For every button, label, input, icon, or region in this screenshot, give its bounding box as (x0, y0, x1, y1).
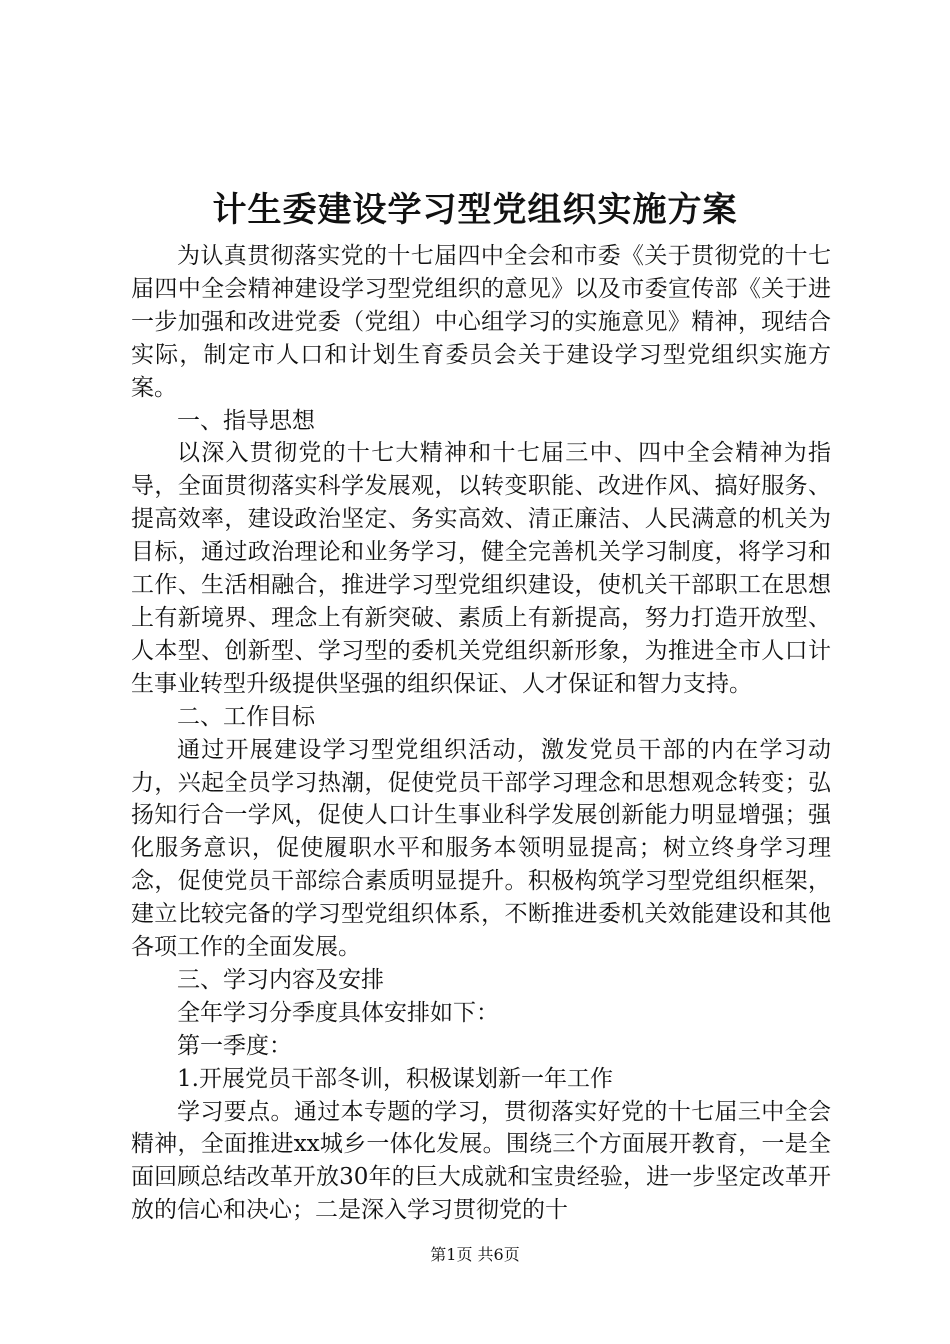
page-footer: 第1页 共6页 (430, 1245, 520, 1264)
paragraph-work-goals: 通过开展建设学习型党组织活动，激发党员干部的内在学习动力，兴起全员学习热潮，促使党员干部学习理念和思想观念转变；弘扬知行合一学风，促使人口计生事业科学发展创新能力明显增强；强化服务意识，促使履职水平和服务本领明显提高；树立终身学习理念，促使党员干部综合素质明显提升。积极构筑学习型党组织框架，建立比较完备的学习型党组织体系，不断推进委机关效能建设和其他各项工作的全面发展。 (131, 736, 831, 961)
paragraph-intro: 为认真贯彻落实党的十七届四中全会和市委《关于贯彻党的十七届四中全会精神建设学习型党组织的意见》以及市委宣传部《关于进一步加强和改进党委（党组）中心组学习的实施意见》精神，现结合实际，制定市人口和计划生育委员会关于建设学习型党组织实施方案。 (131, 243, 831, 401)
section-heading-work-goals: 二、工作目标 (177, 703, 315, 730)
section-heading-study-content: 三、学习内容及安排 (177, 966, 384, 993)
paragraph-item-1: 1.开展党员干部冬训，积极谋划新一年工作 (177, 1065, 613, 1092)
document-title: 计生委建设学习型党组织实施方案 (212, 190, 738, 230)
paragraph-first-quarter: 第一季度： (177, 1032, 292, 1059)
section-heading-guiding-thought: 一、指导思想 (177, 407, 315, 434)
paragraph-study-points: 学习要点。通过本专题的学习，贯彻落实好党的十七届三中全会精神，全面推进xx城乡一体化发展。围绕三个方面展开教育，一是全面回顾总结改革开放30年的巨大成就和宝贵经验，进一步坚定改革开放的信心和决心；二是深入学习贯彻党的十 (131, 1098, 831, 1224)
document-body (131, 240, 831, 1227)
paragraph-quarterly-arrangement: 全年学习分季度具体安排如下： (177, 999, 499, 1026)
paragraph-guiding-thought: 以深入贯彻党的十七大精神和十七届三中、四中全会精神为指导，全面贯彻落实科学发展观，以转变职能、改进作风、搞好服务、提高效率，建设政治坚定、务实高效、清正廉洁、人民满意的机关为目标，通过政治理论和业务学习，健全完善机关学习制度，将学习和工作、生活相融合，推进学习型党组织建设，使机关干部职工在思想上有新境界、理念上有新突破、素质上有新提高，努力打造开放型、人本型、创新型、学习型的委机关党组织新形象，为推进全市人口计生事业转型升级提供坚强的组织保证、人才保证和智力支持。 (131, 440, 831, 697)
